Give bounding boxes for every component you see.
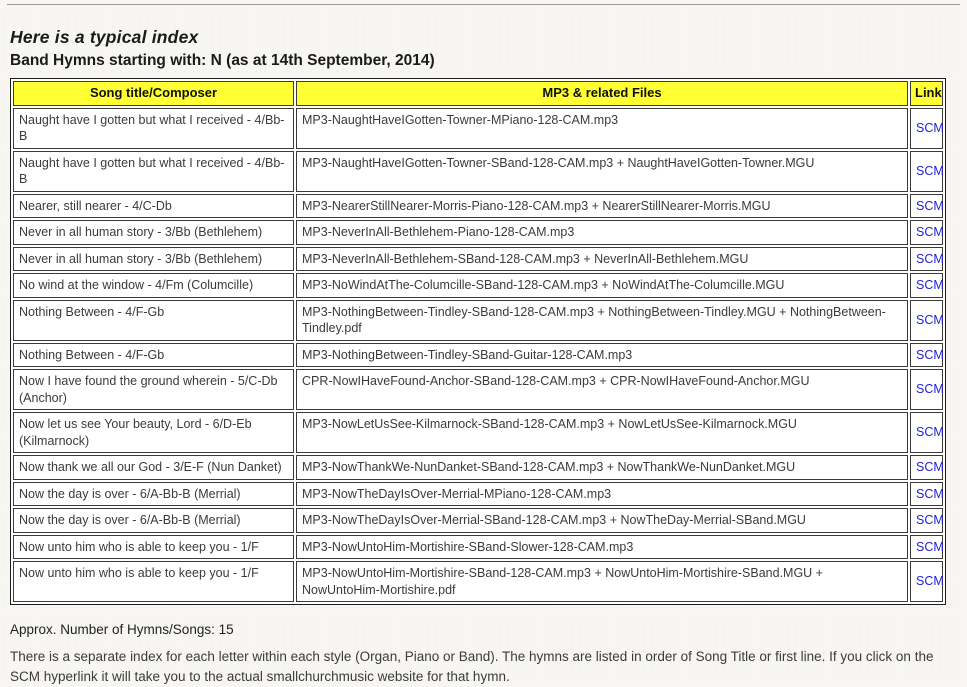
col-header-song-title: Song title/Composer bbox=[13, 81, 294, 106]
scm-link[interactable]: SCM bbox=[916, 225, 944, 239]
mp3-files-cell: MP3-NeverInAll-Bethlehem-SBand-128-CAM.mp3 + NeverInAll-Bethlehem.MGU bbox=[296, 247, 908, 272]
song-title-cell: Now unto him who is able to keep you - 1/F bbox=[13, 535, 294, 560]
table-row bbox=[13, 108, 943, 149]
scm-link[interactable]: SCM bbox=[916, 120, 944, 135]
hymn-count-line: Approx. Number of Hymns/Songs: 15 bbox=[10, 622, 234, 637]
scm-link[interactable]: SCM bbox=[916, 574, 944, 589]
link-cell bbox=[910, 273, 943, 298]
hymn-index-table bbox=[10, 78, 946, 605]
mp3-files-cell: MP3-NowThankWe-NunDanket-SBand-128-CAM.mp3 + NowThankWe-NunDanket.MGU bbox=[296, 455, 908, 480]
scm-link[interactable]: SCM bbox=[916, 312, 944, 327]
link-cell bbox=[910, 220, 943, 245]
scm-link[interactable]: SCM bbox=[916, 460, 944, 474]
song-title-cell: Nearer, still nearer - 4/C-Db bbox=[13, 194, 294, 219]
mp3-files-cell: MP3-NoWindAtThe-Columcille-SBand-128-CAM.mp3 + NoWindAtThe-Columcille.MGU bbox=[296, 273, 908, 298]
link-cell bbox=[910, 194, 943, 219]
song-title-cell: Never in all human story - 3/Bb (Bethlehem) bbox=[13, 220, 294, 245]
mp3-files-cell: MP3-NowTheDayIsOver-Merrial-MPiano-128-CAM.mp3 bbox=[296, 482, 908, 507]
link-cell bbox=[910, 482, 943, 507]
song-title-cell: Nothing Between - 4/F-Gb bbox=[13, 343, 294, 368]
link-cell bbox=[910, 412, 943, 453]
table-row bbox=[13, 482, 943, 507]
mp3-files-cell: MP3-NothingBetween-Tindley-SBand-Guitar-128-CAM.mp3 bbox=[296, 343, 908, 368]
scm-link[interactable]: SCM bbox=[916, 382, 944, 397]
table-row bbox=[13, 194, 943, 219]
link-cell bbox=[910, 247, 943, 272]
link-cell bbox=[910, 369, 943, 410]
link-cell bbox=[910, 561, 943, 602]
mp3-files-cell: CPR-NowIHaveFound-Anchor-SBand-128-CAM.mp3 + CPR-NowIHaveFound-Anchor.MGU bbox=[296, 369, 908, 410]
mp3-files-cell: MP3-NowUntoHim-Mortishire-SBand-Slower-128-CAM.mp3 bbox=[296, 535, 908, 560]
page-title: Here is a typical index bbox=[10, 27, 199, 47]
song-title-cell: Now let us see Your beauty, Lord - 6/D-Eb (Kilmarnock) bbox=[13, 412, 294, 453]
table-row bbox=[13, 247, 943, 272]
top-divider bbox=[7, 4, 960, 5]
table-row bbox=[13, 561, 943, 602]
mp3-files-cell: MP3-NearerStillNearer-Morris-Piano-128-CAM.mp3 + NearerStillNearer-Morris.MGU bbox=[296, 194, 908, 219]
scm-link[interactable]: SCM bbox=[916, 278, 944, 292]
mp3-files-cell: MP3-NowTheDayIsOver-Merrial-SBand-128-CAM.mp3 + NowTheDay-Merrial-SBand.MGU bbox=[296, 508, 908, 533]
table-row bbox=[13, 300, 943, 341]
mp3-files-cell: MP3-NeverInAll-Bethlehem-Piano-128-CAM.mp3 bbox=[296, 220, 908, 245]
table-row bbox=[13, 455, 943, 480]
mp3-files-cell: MP3-NaughtHaveIGotten-Towner-MPiano-128-CAM.mp3 bbox=[296, 108, 908, 149]
scm-link[interactable]: SCM bbox=[916, 198, 944, 213]
mp3-files-cell: MP3-NowUntoHim-Mortishire-SBand-128-CAM.mp3 + NowUntoHim-Mortishire-SBand.MGU + NowUntoHim-Mortishire.pdf bbox=[296, 561, 908, 602]
link-cell bbox=[910, 343, 943, 368]
song-title-cell: Now the day is over - 6/A-Bb-B (Merrial) bbox=[13, 482, 294, 507]
song-title-cell: Now unto him who is able to keep you - 1/F bbox=[13, 561, 294, 602]
link-cell bbox=[910, 151, 943, 192]
table-row bbox=[13, 343, 943, 368]
col-header-link: Link bbox=[910, 81, 943, 106]
table-header-row bbox=[13, 81, 943, 106]
col-header-mp3-files: MP3 & related Files bbox=[296, 81, 908, 106]
song-title-cell: No wind at the window - 4/Fm (Columcille) bbox=[13, 273, 294, 298]
song-title-cell: Never in all human story - 3/Bb (Bethlehem) bbox=[13, 247, 294, 272]
table-row bbox=[13, 535, 943, 560]
song-title-cell: Naught have I gotten but what I received - 4/Bb-B bbox=[13, 151, 294, 192]
link-cell bbox=[910, 455, 943, 480]
table-row bbox=[13, 369, 943, 410]
table-row bbox=[13, 508, 943, 533]
scm-link[interactable]: SCM bbox=[916, 513, 944, 527]
scm-link[interactable]: SCM bbox=[916, 163, 944, 178]
scm-link[interactable]: SCM bbox=[916, 251, 944, 266]
song-title-cell: Naught have I gotten but what I received - 4/Bb-B bbox=[13, 108, 294, 149]
page-subtitle: Band Hymns starting with: N (as at 14th September, 2014) bbox=[10, 52, 435, 69]
table-row bbox=[13, 220, 943, 245]
link-cell bbox=[910, 535, 943, 560]
table-row bbox=[13, 273, 943, 298]
song-title-cell: Now the day is over - 6/A-Bb-B (Merrial) bbox=[13, 508, 294, 533]
mp3-files-cell: MP3-NaughtHaveIGotten-Towner-SBand-128-CAM.mp3 + NaughtHaveIGotten-Towner.MGU bbox=[296, 151, 908, 192]
footer-note: There is a separate index for each letter within each style (Organ, Piano or Band). The hymns are listed in order of Song Title or first line. If you click on the SCM hyperlink it will take you to the actual smallchurchmusic website for that hymn. bbox=[10, 649, 934, 684]
mp3-files-cell: MP3-NowLetUsSee-Kilmarnock-SBand-128-CAM.mp3 + NowLetUsSee-Kilmarnock.MGU bbox=[296, 412, 908, 453]
link-cell bbox=[910, 300, 943, 341]
scm-link[interactable]: SCM bbox=[916, 539, 944, 554]
page-container bbox=[0, 27, 967, 687]
scm-link[interactable]: SCM bbox=[916, 425, 944, 440]
scm-link[interactable]: SCM bbox=[916, 486, 944, 501]
link-cell bbox=[910, 508, 943, 533]
link-cell bbox=[910, 108, 943, 149]
mp3-files-cell: MP3-NothingBetween-Tindley-SBand-128-CAM.mp3 + NothingBetween-Tindley.MGU + NothingBetween-Tindley.pdf bbox=[296, 300, 908, 341]
song-title-cell: Now thank we all our God - 3/E-F (Nun Danket) bbox=[13, 455, 294, 480]
song-title-cell: Now I have found the ground wherein - 5/C-Db (Anchor) bbox=[13, 369, 294, 410]
song-title-cell: Nothing Between - 4/F-Gb bbox=[13, 300, 294, 341]
table-row bbox=[13, 412, 943, 453]
scm-link[interactable]: SCM bbox=[916, 347, 944, 362]
table-row bbox=[13, 151, 943, 192]
